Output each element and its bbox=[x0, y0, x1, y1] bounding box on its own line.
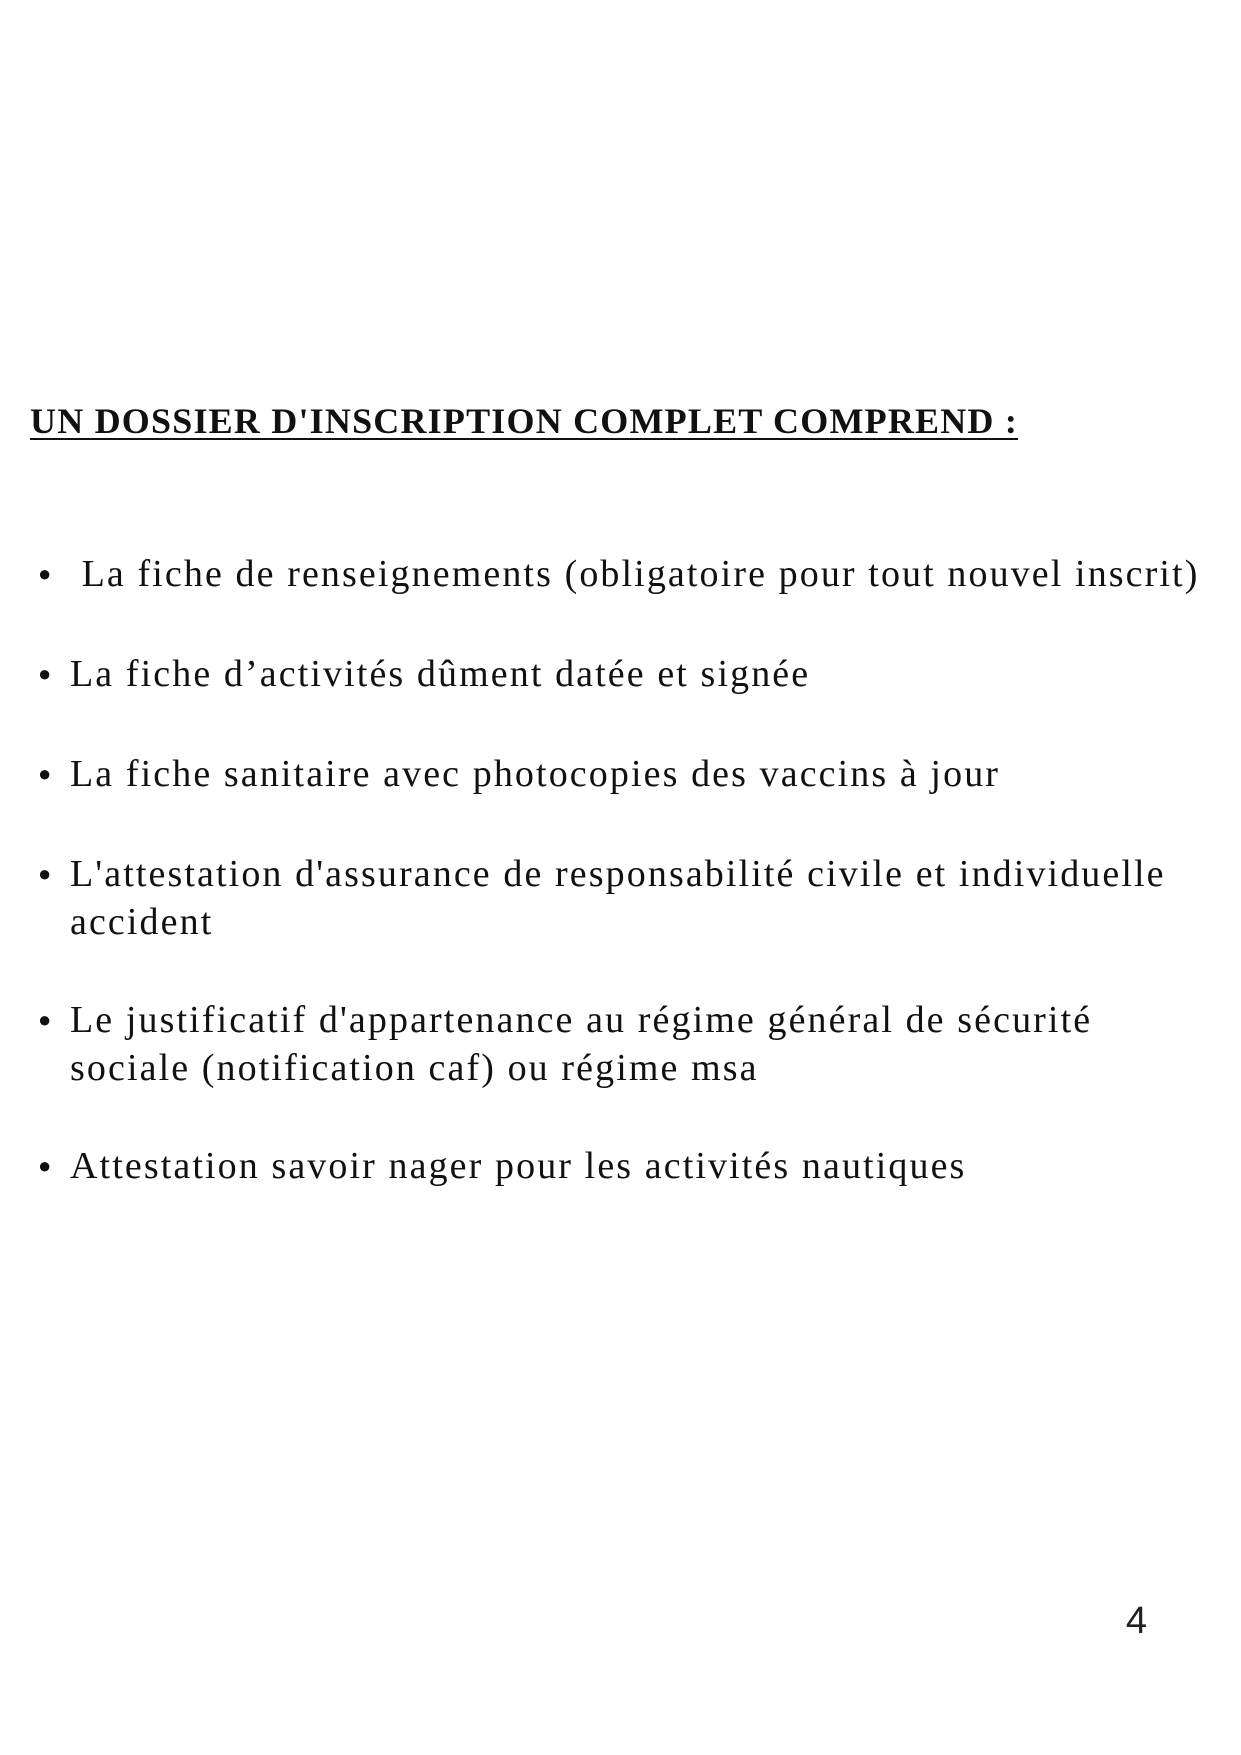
list-item-text: Le justificatif d'appartenance au régime général de sécurité sociale (notification caf) ou régime msa bbox=[70, 999, 1093, 1089]
bullet-icon: ● bbox=[38, 1007, 54, 1032]
bullet-icon: ● bbox=[38, 1153, 54, 1178]
list-item bbox=[30, 996, 1210, 1092]
list-item bbox=[30, 650, 1210, 698]
page-number: 4 bbox=[1125, 1600, 1147, 1642]
list-item bbox=[30, 550, 1210, 598]
requirements-list bbox=[30, 550, 1210, 1242]
bullet-icon: ● bbox=[38, 761, 54, 786]
section-heading: UN DOSSIER D'INSCRIPTION COMPLET COMPREND : bbox=[30, 401, 1019, 441]
bullet-icon: ● bbox=[38, 661, 54, 686]
list-item bbox=[30, 750, 1210, 798]
list-item bbox=[30, 1142, 1210, 1190]
bullet-icon: ● bbox=[38, 861, 54, 886]
list-item-text: Attestation savoir nager pour les activités nautiques bbox=[70, 1145, 967, 1187]
list-item bbox=[30, 850, 1210, 946]
list-item-text: La fiche de renseignements (obligatoire pour tout nouvel inscrit) bbox=[70, 553, 1200, 595]
list-item-text: La fiche d’activités dûment datée et signée bbox=[70, 653, 811, 695]
list-item-text: La fiche sanitaire avec photocopies des vaccins à jour bbox=[70, 753, 1001, 795]
list-item-text: L'attestation d'assurance de responsabilité civile et individuelle accident bbox=[70, 853, 1166, 943]
bullet-icon: ● bbox=[38, 561, 54, 586]
